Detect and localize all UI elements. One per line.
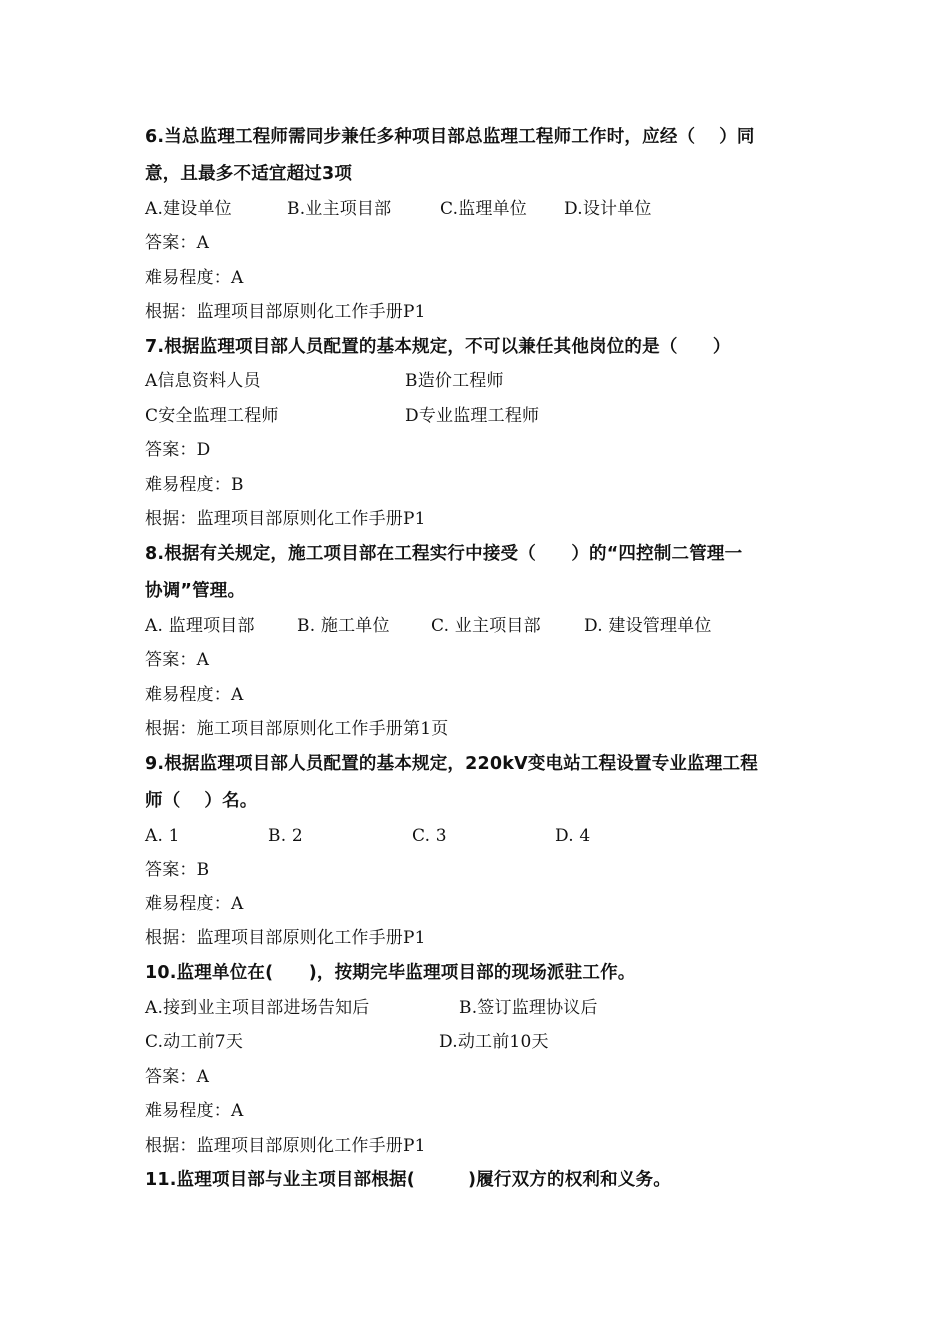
option-b: B. 施工单位 [297,616,390,636]
option-a: A. 1 [145,826,180,846]
option-b: B造价工程师 [405,371,504,391]
option-c: C.监理单位 [440,199,528,219]
question-8-difficulty: 难易程度：A [145,685,244,705]
question-9-answer: 答案：B [145,860,210,880]
option-c: C安全监理工程师 [145,406,279,426]
option-d: D.动工前10天 [439,1032,549,1052]
question-7-difficulty: 难易程度：B [145,475,244,495]
question-8-line-2: 协调”管理。 [145,581,246,601]
option-d: D. 4 [555,826,591,846]
question-9-difficulty: 难易程度：A [145,894,244,914]
option-d: D.设计单位 [564,199,652,219]
question-7-line-1: 7.根据监理项目部人员配置的基本规定，不可以兼任其他岗位的是（ ） [145,337,731,357]
question-9-line-2: 师（ ）名。 [145,791,258,811]
question-10-basis: 根据：监理项目部原则化工作手册P1 [145,1136,426,1156]
option-d: D专业监理工程师 [405,406,540,426]
question-8-answer: 答案：A [145,650,210,670]
option-c: C. 业主项目部 [431,616,541,636]
question-10-answer: 答案：A [145,1067,210,1087]
question-11-line-1: 11.监理项目部与业主项目部根据( )履行双方的权利和义务。 [145,1170,671,1190]
option-d: D. 建设管理单位 [584,616,712,636]
question-10-line-1: 10.监理单位在( )，按期完毕监理项目部的现场派驻工作。 [145,963,636,983]
question-6-line-2: 意，且最多不适宜超过3项 [145,164,353,184]
question-8-line-1: 8.根据有关规定，施工项目部在工程实行中接受（ ）的“四控制二管理一 [145,544,743,564]
option-a: A.接到业主项目部进场告知后 [145,998,370,1018]
option-b: B.业主项目部 [287,199,392,219]
option-b: B. 2 [268,826,303,846]
option-c: C.动工前7天 [145,1032,244,1052]
option-a: A. 监理项目部 [145,616,255,636]
question-6-basis: 根据：监理项目部原则化工作手册P1 [145,302,426,322]
option-c: C. 3 [412,826,447,846]
question-7-basis: 根据：监理项目部原则化工作手册P1 [145,509,426,529]
question-6-answer: 答案：A [145,233,210,253]
option-a: A信息资料人员 [145,371,261,391]
question-6-line-1: 6.当总监理工程师需同步兼任多种项目部总监理工程师工作时，应经（ ）同 [145,127,755,147]
question-6-difficulty: 难易程度：A [145,268,244,288]
question-9-line-1: 9.根据监理项目部人员配置的基本规定，220kV变电站工程设置专业监理工程 [145,754,758,774]
option-b: B.签订监理协议后 [459,998,598,1018]
question-7-answer: 答案：D [145,440,211,460]
option-a: A.建设单位 [145,199,232,219]
question-9-basis: 根据：监理项目部原则化工作手册P1 [145,928,426,948]
question-8-basis: 根据：施工项目部原则化工作手册第1页 [145,719,449,739]
question-10-difficulty: 难易程度：A [145,1101,244,1121]
